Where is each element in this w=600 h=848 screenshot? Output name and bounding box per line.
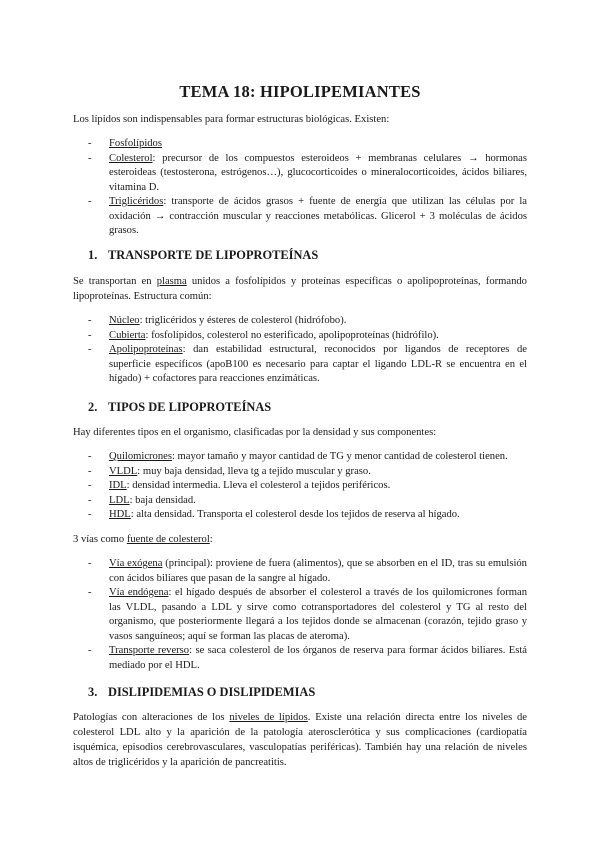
term: Triglicéridos	[109, 196, 164, 207]
section-heading-3: 3. DISLIPIDEMIAS O DISLIPIDEMIAS	[88, 685, 316, 699]
list-item: - Vía exógena (principal): proviene de fuera (alimentos), que se absorben en el ID, tras su emulsión con ácidos biliares que pasan de la sangre al hígado.	[88, 557, 527, 586]
list-item: - Triglicéridos: transporte de ácidos grasos + fuente de energía que utilizan las células por la oxidación → contracción muscular y reacciones metabólicas. Glicerol + 3 moléculas de ácidos grasos.	[88, 195, 527, 239]
list-item: - VLDL: muy baja densidad, lleva tg a tejido muscular y graso.	[88, 465, 527, 480]
lipoprotein-types-list	[88, 450, 527, 523]
list-item: - Vía endógena: el hígado después de absorber el colesterol a través de los quilomicrones forman las VLDL, pasando a LDL y sirve como cotransportadores del colesterol y TG al resto del organismo, que posteriormente llegará a los tejidos donde se almacenan (corazón, tejido graso y vasos sanguíneos; aquí se forman las placas de ateroma).	[88, 586, 527, 644]
intro-paragraph: Los lípidos son indispensables para formar estructuras biológicas. Existen:	[73, 114, 390, 125]
structure-list	[88, 314, 527, 387]
section2-paragraph: Hay diferentes tipos en el organismo, clasificadas por la densidad y sus componentes:	[73, 427, 437, 438]
term: Fosfolípidos	[109, 138, 162, 149]
vias-intro: 3 vías como fuente de colesterol:	[73, 534, 213, 545]
list-item: - Transporte reverso: se saca colesterol de los órganos de reserva para formar ácidos biliares. Está mediado por el HDL.	[88, 644, 527, 673]
section-heading-1: 1. TRANSPORTE DE LIPOPROTEÍNAS	[88, 248, 319, 262]
list-item: - Apolipoproteínas: dan estabilidad estructural, reconocidos por ligandos de receptores de superficie específicos (apoB100 es necesario para captar el ligando LDL-R se encuentra en el hígado) + cofactores para reacciones enzimáticas.	[88, 343, 527, 387]
cholesterol-pathways-list	[88, 557, 527, 673]
list-item: - HDL: alta densidad. Transporta el colesterol desde los tejidos de reserva al hígado.	[88, 508, 527, 523]
section-heading-2: 2. TIPOS DE LIPOPROTEÍNAS	[88, 400, 272, 414]
list-item	[88, 137, 527, 152]
lipid-list	[88, 137, 527, 239]
list-item: - Quilomicrones: mayor tamaño y mayor cantidad de TG y menor cantidad de colesterol tienen.	[88, 450, 527, 465]
section3-paragraph: Patologías con alteraciones de los niveles de lípidos. Existe una relación directa entre los niveles de colesterol LDL alto y la aparición de la patología aterosclerótica y sus complicaciones (cardiopatía isquémica, episodios cerebrovasculares, vasculopatías periféricas). También hay una relación de niveles altos de triglicéridos y la aparición de pancreatitis.	[73, 712, 527, 768]
list-item: - IDL: densidad intermedia. Lleva el colesterol a tejidos periféricos.	[88, 479, 527, 494]
list-item: - Cubierta: fosfolípidos, colesterol no esterificado, apolipoproteínas (hidrófilo).	[88, 329, 527, 344]
term: Colesterol	[109, 152, 153, 164]
section1-paragraph: Se transportan en plasma unidos a fosfolípidos y proteínas específicas o apolipoproteínas, formando lipoproteínas. Estructura común:	[73, 276, 527, 302]
list-item: - LDL: baja densidad.	[88, 494, 527, 509]
list-item: - Colesterol: precursor de los compuestos esteroideos + membranas celulares → hormonas esteroideas (testosterona, estrógenos…), glucocorticoides o mineralocorticoides, ácidos biliares, vitamina D.	[88, 152, 527, 196]
page-title: TEMA 18: HIPOLIPEMIANTES	[179, 82, 421, 101]
list-item: - Núcleo: triglicéridos y ésteres de colesterol (hidrófobo).	[88, 314, 527, 329]
